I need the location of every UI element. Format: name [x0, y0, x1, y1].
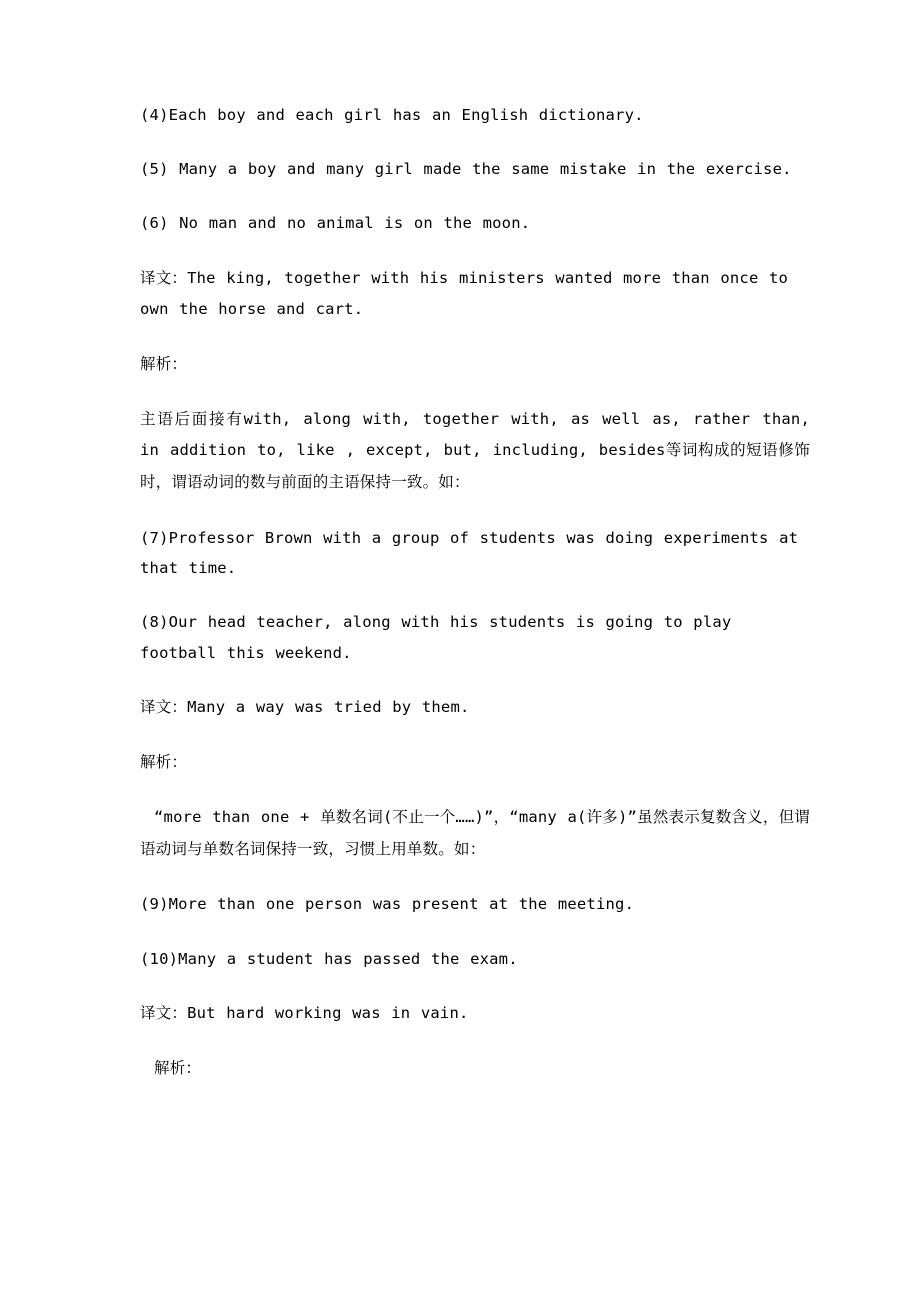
paragraph-item-7: (7)Professor Brown with a group of students was doing experiments at that time. — [140, 528, 799, 578]
paragraph-analysis-body-1: 主语后面接有with, along with, together with, as well as, rather than, in addition to, like , except, but, including, besides等词构成的短语修饰时，谓语动词的数与前面的主语保持一致。如： — [140, 409, 810, 492]
paragraph-item-4: (4)Each boy and each girl has an English dictionary. — [140, 106, 644, 124]
paragraph-item-8: (8)Our head teacher, along with his students is going to play football this weekend. — [140, 613, 732, 662]
paragraph-analysis-label-3: 解析： — [154, 1058, 202, 1077]
paragraph-translation-3: 译文：But hard working was in vain. — [140, 1003, 469, 1022]
paragraph-item-6: (6) No man and no animal is on the moon. — [140, 214, 531, 233]
paragraph-analysis-label-1: 解析： — [140, 354, 188, 373]
paragraph-item-9: (9)More than one person was present at the meeting. — [140, 895, 635, 914]
paragraph-translation-1: 译文：The king, together with his ministers wanted more than once to own the horse and cart. — [140, 268, 789, 318]
document-body — [140, 100, 810, 1084]
paragraph-item-10: (10)Many a student has passed the exam. — [140, 949, 518, 968]
paragraph-analysis-body-2: “more than one + 单数名词(不止一个……)”，“many a(许多)”虽然表示复数含义，但谓语动词与单数名词保持一致，习惯上用单数。如： — [140, 807, 810, 858]
paragraph-item-5: (5) Many a boy and many girl made the same mistake in the exercise. — [140, 160, 792, 179]
paragraph-translation-2: 译文：Many a way was tried by them. — [140, 697, 470, 716]
paragraph-analysis-label-2: 解析： — [140, 752, 188, 771]
